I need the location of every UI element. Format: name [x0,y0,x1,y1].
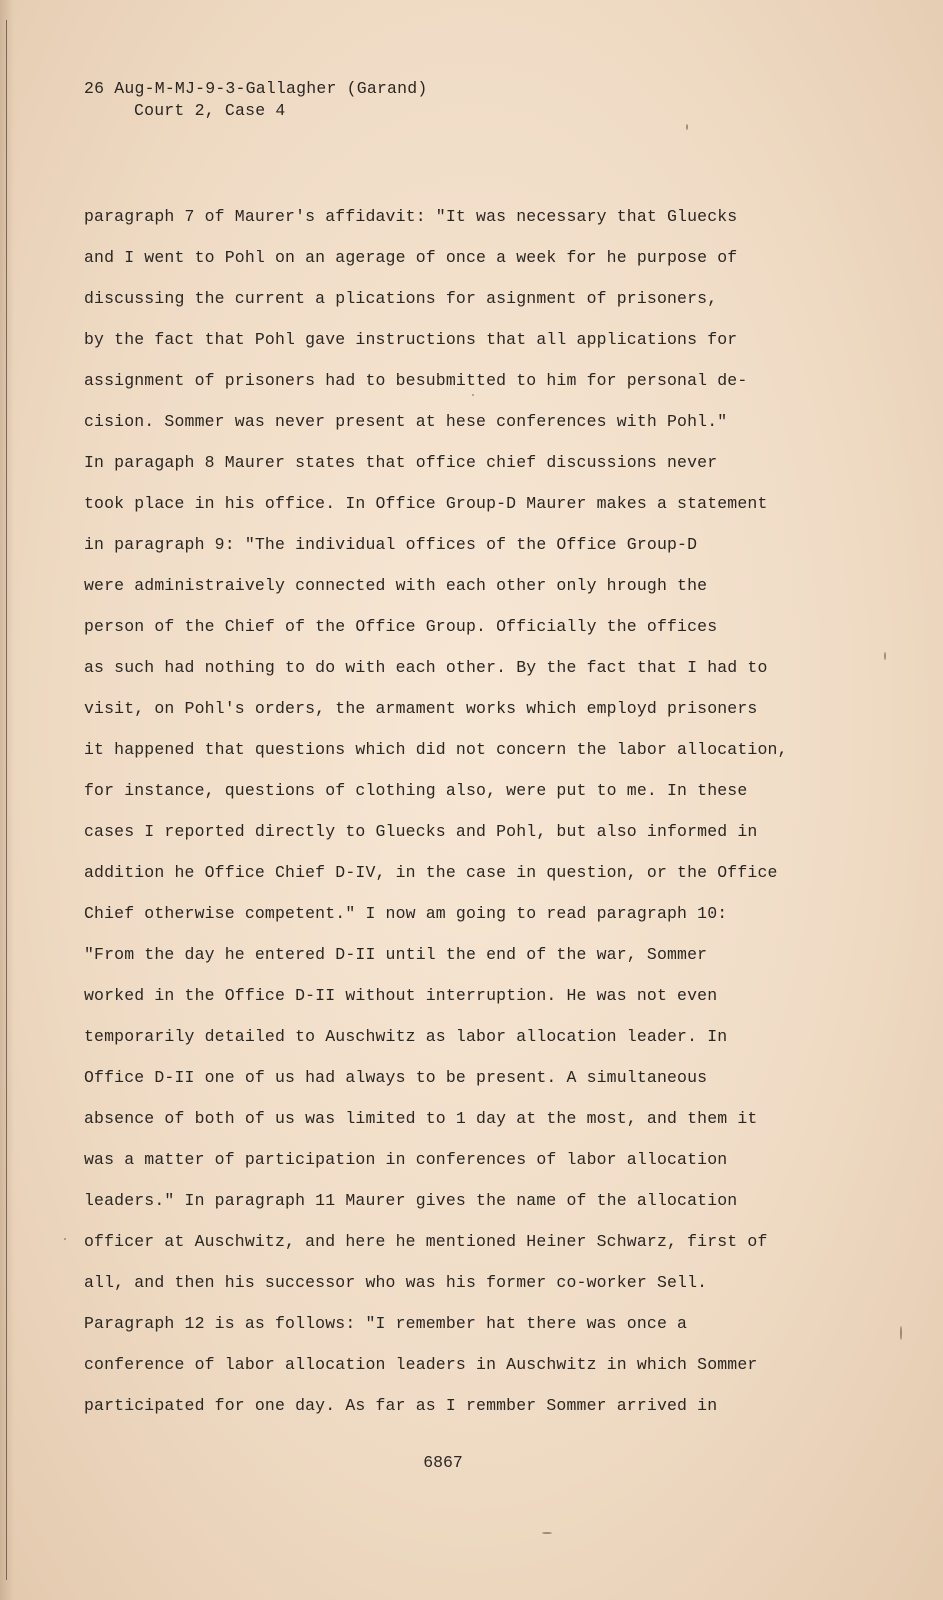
header-line-1: 26 Aug-M-MJ-9-3-Gallagher (Garand) [84,79,428,98]
page-number: 6867 [423,1453,463,1472]
text-line: Paragraph 12 is as follows: "I remember hat there was once a [84,1314,688,1333]
paper-speck [542,1532,552,1534]
header-line-2: Court 2, Case 4 [134,101,286,120]
paper-speck [900,1326,902,1340]
text-line: it happened that questions which did not concern the labor allocation, [84,740,788,759]
text-line: by the fact that Pohl gave instructions that all applications for [84,330,738,349]
text-line: "From the day he entered D-II until the end of the war, Sommer [84,945,708,964]
text-line: were administraively connected with each other only hrough the [84,576,708,595]
text-line: person of the Chief of the Office Group. Officially the offices [84,617,718,636]
text-line: absence of both of us was limited to 1 day at the most, and them it [84,1109,758,1128]
paper-speck [686,124,688,130]
text-line: cision. Sommer was never present at hese conferences with Pohl." [84,412,728,431]
text-line: officer at Auschwitz, and here he mentioned Heiner Schwarz, first of [84,1232,768,1251]
text-line: in paragraph 9: "The individual offices of the Office Group-D [84,535,698,554]
text-line: all, and then his successor who was his former co-worker Sell. [84,1273,708,1292]
text-line: In paragaph 8 Maurer states that office chief discussions never [84,453,718,472]
transcript-body [84,196,904,1426]
text-line: addition he Office Chief D-IV, in the case in question, or the Office [84,863,778,882]
text-line: cases I reported directly to Gluecks and Pohl, but also informed in [84,822,758,841]
text-line: participated for one day. As far as I remmber Sommer arrived in [84,1396,718,1415]
text-line: for instance, questions of clothing also, were put to me. In these [84,781,748,800]
text-line: paragraph 7 of Maurer's affidavit: "It was necessary that Gluecks [84,207,738,226]
text-line: discussing the current a plications for asignment of prisoners, [84,289,718,308]
text-line: Office D-II one of us had always to be present. A simultaneous [84,1068,708,1087]
text-line: conference of labor allocation leaders in Auschwitz in which Sommer [84,1355,758,1374]
paper-speck [64,1238,66,1240]
text-line: took place in his office. In Office Group-D Maurer makes a statement [84,494,768,513]
text-line: visit, on Pohl's orders, the armament works which employd prisoners [84,699,758,718]
document-header [84,78,427,122]
text-line: assignment of prisoners had to besubmitted to him for personal de- [84,371,748,390]
text-line: was a matter of participation in conferences of labor allocation [84,1150,728,1169]
paper-speck [884,652,886,660]
page-left-margin-line [6,20,7,1580]
text-line: leaders." In paragraph 11 Maurer gives the name of the allocation [84,1191,738,1210]
text-line: worked in the Office D-II without interruption. He was not even [84,986,718,1005]
text-line: temporarily detailed to Auschwitz as labor allocation leader. In [84,1027,728,1046]
text-line: as such had nothing to do with each other. By the fact that I had to [84,658,768,677]
text-line: Chief otherwise competent." I now am going to read paragraph 10: [84,904,728,923]
paper-speck [472,394,474,396]
text-line: and I went to Pohl on an agerage of once a week for he purpose of [84,248,738,267]
page-left-edge-shadow [0,0,14,1600]
